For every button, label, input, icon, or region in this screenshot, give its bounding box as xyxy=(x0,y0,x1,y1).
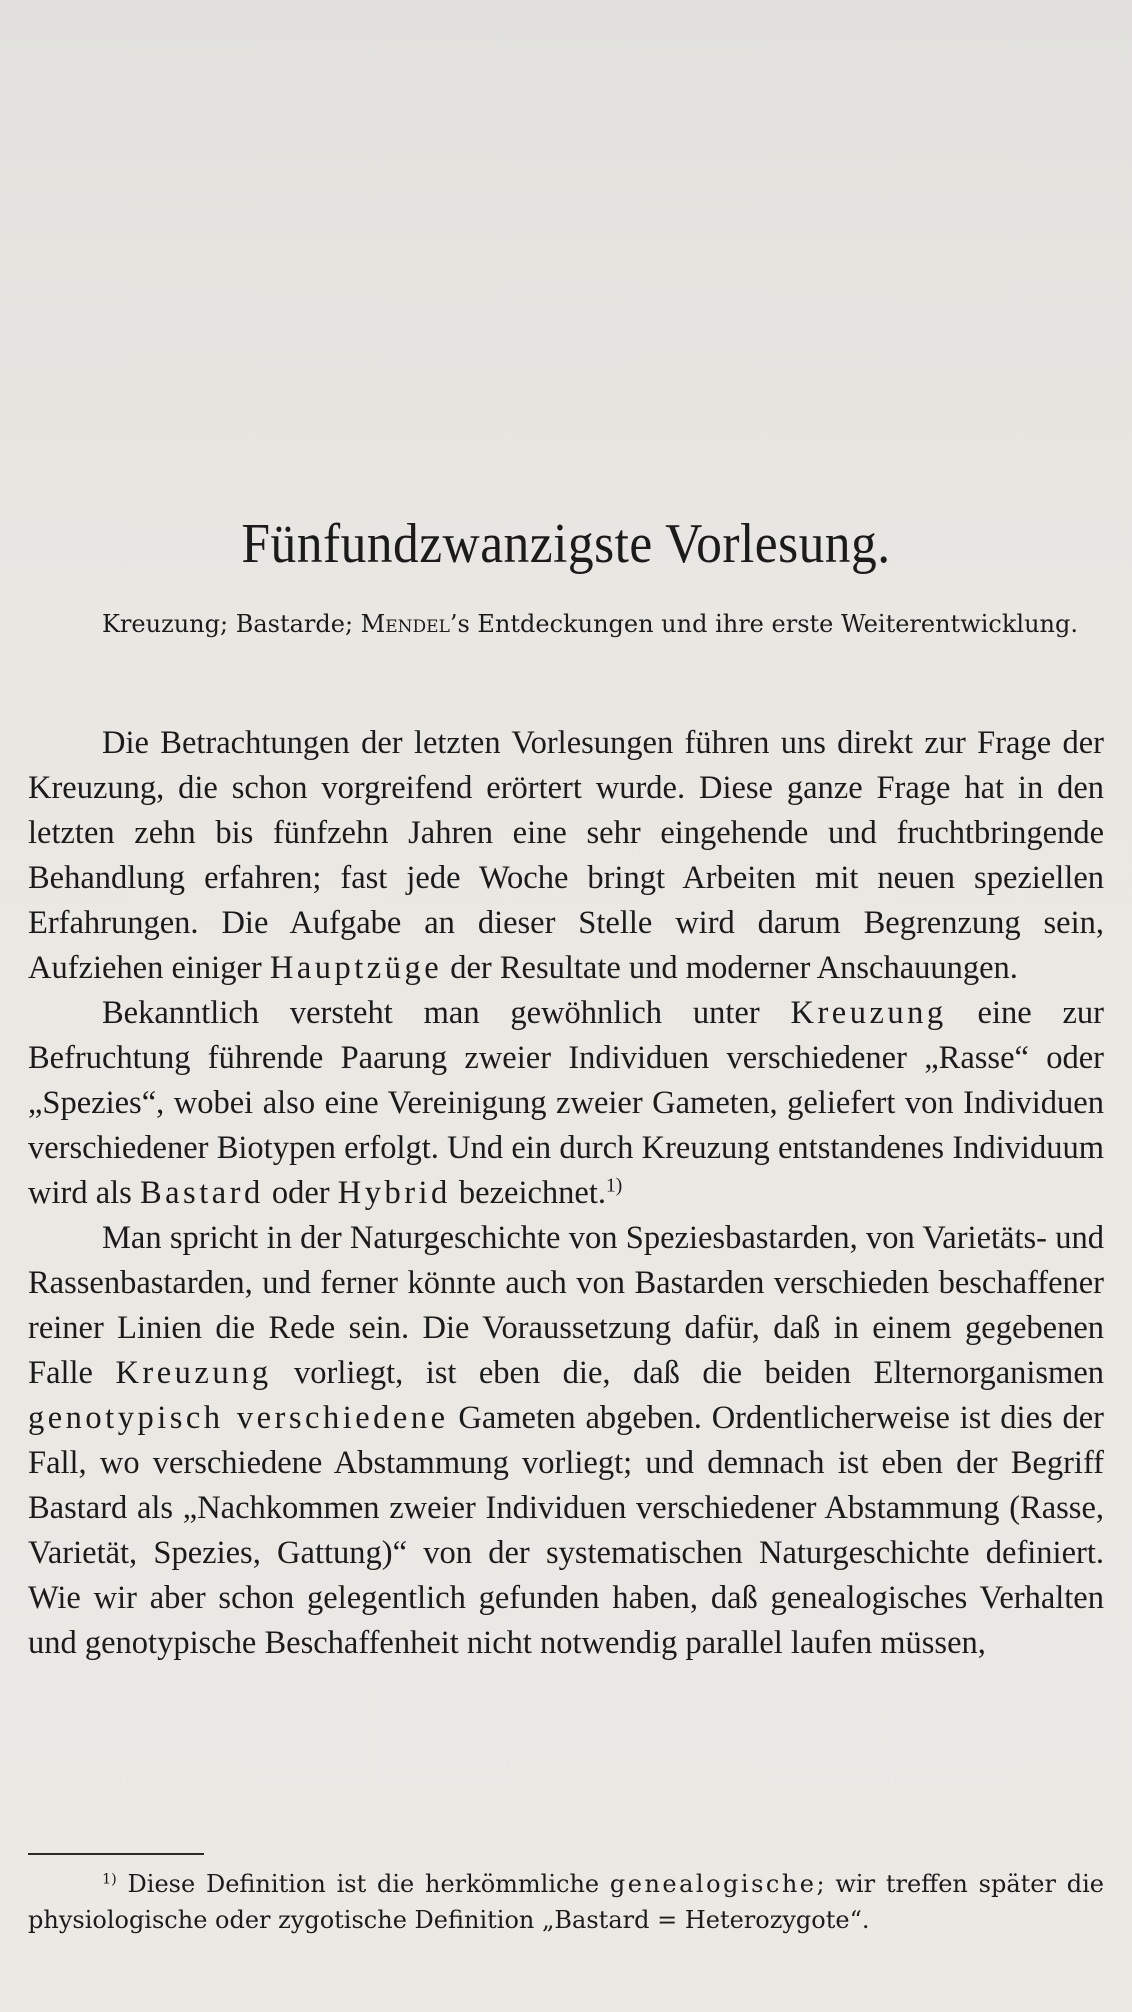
summary-author-name: Mendel xyxy=(360,610,450,638)
p1-emphasis: Hauptzüge xyxy=(269,950,443,986)
footnote-marker: 1) xyxy=(102,1871,117,1888)
p2-text-a: Bekanntlich versteht man gewöhnlich unter xyxy=(102,995,791,1031)
p3-emphasis-genotypisch: genotypisch verschiedene xyxy=(28,1400,449,1436)
body-text xyxy=(28,721,1104,1666)
p1-text-b: der Resultate und moderner Anschauungen. xyxy=(442,950,1018,986)
footnote-emphasis: genealogische xyxy=(609,1870,817,1898)
p2-emphasis-kreuzung: Kreuzung xyxy=(790,995,947,1031)
p2-emphasis-bastard: Bastard xyxy=(139,1175,264,1211)
footnote-text-a: Diese Definition ist die herkömmliche xyxy=(116,1870,610,1898)
paragraph-2 xyxy=(28,991,1104,1216)
p2-text-c: oder xyxy=(263,1175,338,1211)
chapter-summary xyxy=(28,606,1104,642)
footnote-text-b: ; wir treffen später die physiologische oder zygotische Definition „Bastard = Heterozygote“. xyxy=(28,1870,1104,1934)
p2-text-d: bezeichnet. xyxy=(450,1175,606,1211)
summary-text-b: ’s Entdeckungen und ihre erste Weiterentwicklung. xyxy=(449,610,1078,638)
p1-text-a: Die Betrachtungen der letzten Vorlesungen führen uns direkt zur Frage der Kreuzung, die schon vorgreifend erörtert wurde. Diese ganze Frage hat in den letzten zehn bis fünfzehn Jahren eine sehr eingehende und fruchtbringende Behandlung erfahren; fast jede Woche bringt Arbeiten mit neuen speziellen Erfahrungen. Die Aufgabe an dieser Stelle wird darum Begrenzung sein, Aufziehen einiger xyxy=(28,725,1104,986)
paragraph-3 xyxy=(28,1216,1104,1666)
p3-text-c: Gameten abgeben. Ordentlicherweise ist dies der Fall, wo verschiedene Abstammung vorliegt; und demnach ist eben der Begriff Bastard als „Nachkommen zweier Individuen verschiedener Abstammung (Rasse, Varietät, Spezies, Gattung)“ von der systematischen Naturgeschichte definiert. Wie wir aber schon gelegentlich gefunden haben, daß genealogisches Verhalten und genotypische Beschaffenheit nicht notwendig parallel laufen müssen, xyxy=(28,1400,1104,1661)
footnote-reference[interactable]: 1) xyxy=(605,1175,623,1197)
footnote xyxy=(28,1866,1104,1938)
chapter-title: Fünfundzwanzigste Vorlesung. xyxy=(241,513,891,575)
p3-emphasis-kreuzung: Kreuzung xyxy=(115,1355,272,1391)
p2-text-b: eine zur Befruchtung führende Paarung zweier Individuen verschiedener „Rasse“ oder „Spezies“, wobei also eine Vereinigung zweier Gameten, geliefert von Individuen verschiedener Biotypen erfolgt. Und ein durch Kreuzung entstandenes Individuum wird als xyxy=(28,995,1104,1211)
p3-text-a: Man spricht in der Naturgeschichte von Speziesbastarden, von Varietäts- und Rassenbastarden, und ferner könnte auch von Bastarden verschieden beschaffener reiner Linien die Rede sein. Die Voraussetzung dafür, daß in einem gegebenen Falle xyxy=(28,1220,1104,1391)
p2-emphasis-hybrid: Hybrid xyxy=(337,1175,451,1211)
p3-text-b: vorliegt, ist eben die, daß die beiden Elternorganismen xyxy=(271,1355,1104,1391)
summary-text-a: Kreuzung; Bastarde; xyxy=(102,610,361,638)
paragraph-1 xyxy=(28,721,1104,991)
footnote-divider xyxy=(28,1853,204,1855)
